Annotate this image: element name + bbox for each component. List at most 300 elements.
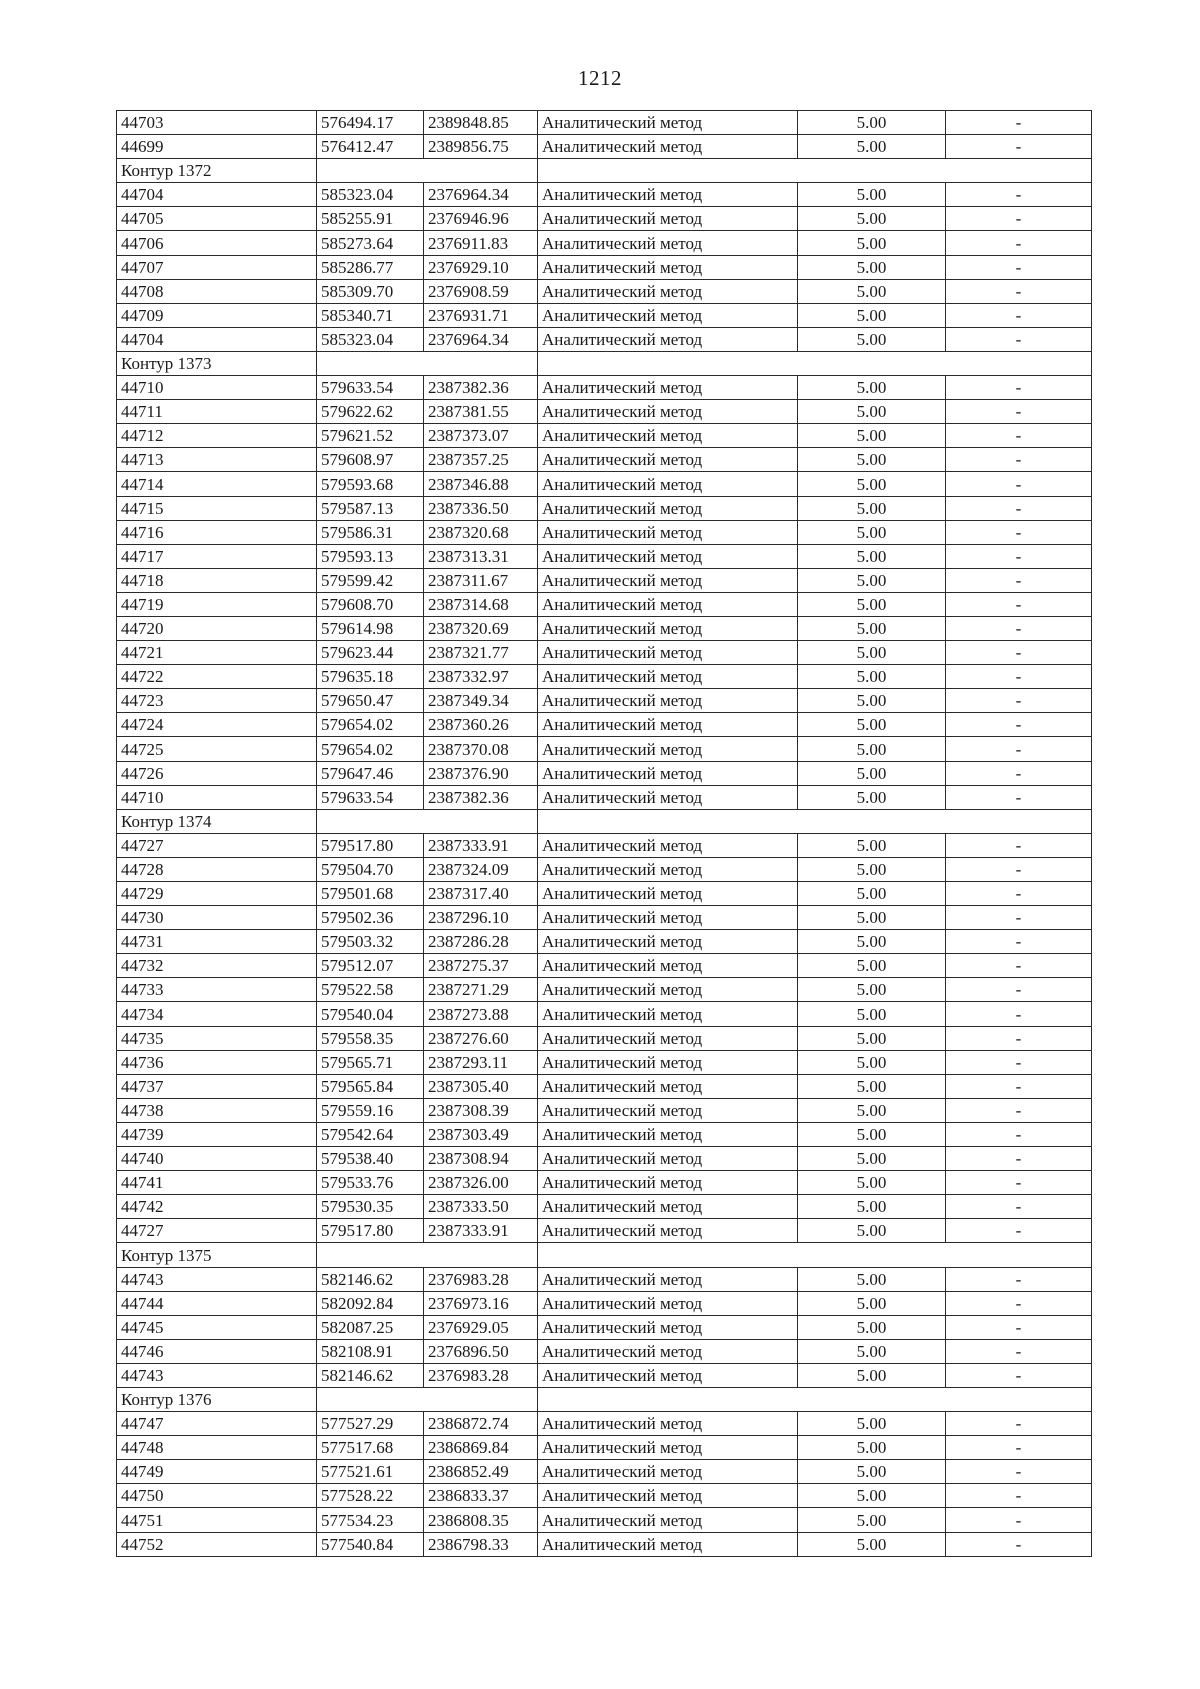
method-cell: Аналитический метод <box>538 857 798 881</box>
y-coordinate-cell: 2376911.83 <box>424 231 538 255</box>
x-coordinate-cell: 579635.18 <box>317 665 424 689</box>
point-id-cell: 44730 <box>117 906 317 930</box>
y-coordinate-cell: 2376946.96 <box>424 207 538 231</box>
point-id-cell: 44711 <box>117 400 317 424</box>
description-cell: - <box>946 930 1092 954</box>
point-id-cell: 44717 <box>117 544 317 568</box>
x-coordinate-cell: 579608.70 <box>317 592 424 616</box>
x-coordinate-cell: 579501.68 <box>317 882 424 906</box>
point-id-cell: 44740 <box>117 1147 317 1171</box>
y-coordinate-cell: 2387382.36 <box>424 785 538 809</box>
empty-cell <box>317 1387 538 1411</box>
method-cell: Аналитический метод <box>538 833 798 857</box>
method-cell: Аналитический метод <box>538 1267 798 1291</box>
table-row <box>117 544 1092 568</box>
table-row <box>117 857 1092 881</box>
error-cell: 5.00 <box>798 737 946 761</box>
error-cell: 5.00 <box>798 1074 946 1098</box>
description-cell: - <box>946 1219 1092 1243</box>
point-id-cell: 44706 <box>117 231 317 255</box>
x-coordinate-cell: 579538.40 <box>317 1147 424 1171</box>
error-cell: 5.00 <box>798 1484 946 1508</box>
description-cell: - <box>946 376 1092 400</box>
table-row <box>117 689 1092 713</box>
point-id-cell: 44714 <box>117 472 317 496</box>
x-coordinate-cell: 582146.62 <box>317 1363 424 1387</box>
y-coordinate-cell: 2387276.60 <box>424 1026 538 1050</box>
table-row <box>117 303 1092 327</box>
y-coordinate-cell: 2387275.37 <box>424 954 538 978</box>
empty-cell <box>538 159 1092 183</box>
table-row <box>117 1291 1092 1315</box>
y-coordinate-cell: 2376983.28 <box>424 1363 538 1387</box>
error-cell: 5.00 <box>798 207 946 231</box>
contour-label: Контур 1376 <box>117 1387 317 1411</box>
empty-cell <box>538 809 1092 833</box>
description-cell: - <box>946 1267 1092 1291</box>
x-coordinate-cell: 579502.36 <box>317 906 424 930</box>
table-row <box>117 135 1092 159</box>
x-coordinate-cell: 579633.54 <box>317 785 424 809</box>
description-cell: - <box>946 737 1092 761</box>
x-coordinate-cell: 576494.17 <box>317 111 424 135</box>
y-coordinate-cell: 2387308.94 <box>424 1147 538 1171</box>
table-row <box>117 1484 1092 1508</box>
method-cell: Аналитический метод <box>538 1460 798 1484</box>
x-coordinate-cell: 577521.61 <box>317 1460 424 1484</box>
table-row <box>117 761 1092 785</box>
y-coordinate-cell: 2387317.40 <box>424 882 538 906</box>
method-cell: Аналитический метод <box>538 1122 798 1146</box>
table-row <box>117 1339 1092 1363</box>
description-cell: - <box>946 1291 1092 1315</box>
description-cell: - <box>946 520 1092 544</box>
method-cell: Аналитический метод <box>538 472 798 496</box>
point-id-cell: 44747 <box>117 1412 317 1436</box>
point-id-cell: 44716 <box>117 520 317 544</box>
method-cell: Аналитический метод <box>538 713 798 737</box>
y-coordinate-cell: 2386798.33 <box>424 1532 538 1556</box>
x-coordinate-cell: 585309.70 <box>317 279 424 303</box>
x-coordinate-cell: 585323.04 <box>317 327 424 351</box>
method-cell: Аналитический метод <box>538 496 798 520</box>
error-cell: 5.00 <box>798 496 946 520</box>
y-coordinate-cell: 2387314.68 <box>424 592 538 616</box>
y-coordinate-cell: 2387313.31 <box>424 544 538 568</box>
method-cell: Аналитический метод <box>538 231 798 255</box>
x-coordinate-cell: 577517.68 <box>317 1436 424 1460</box>
x-coordinate-cell: 576412.47 <box>317 135 424 159</box>
method-cell: Аналитический метод <box>538 1074 798 1098</box>
description-cell: - <box>946 689 1092 713</box>
x-coordinate-cell: 585273.64 <box>317 231 424 255</box>
x-coordinate-cell: 579586.31 <box>317 520 424 544</box>
method-cell: Аналитический метод <box>538 641 798 665</box>
error-cell: 5.00 <box>798 568 946 592</box>
error-cell: 5.00 <box>798 665 946 689</box>
point-id-cell: 44733 <box>117 978 317 1002</box>
x-coordinate-cell: 579517.80 <box>317 833 424 857</box>
table-row <box>117 231 1092 255</box>
x-coordinate-cell: 585286.77 <box>317 255 424 279</box>
description-cell: - <box>946 472 1092 496</box>
method-cell: Аналитический метод <box>538 954 798 978</box>
method-cell: Аналитический метод <box>538 761 798 785</box>
y-coordinate-cell: 2387373.07 <box>424 424 538 448</box>
description-cell: - <box>946 400 1092 424</box>
y-coordinate-cell: 2387357.25 <box>424 448 538 472</box>
table-row <box>117 1436 1092 1460</box>
description-cell: - <box>946 207 1092 231</box>
method-cell: Аналитический метод <box>538 448 798 472</box>
error-cell: 5.00 <box>798 761 946 785</box>
x-coordinate-cell: 579558.35 <box>317 1026 424 1050</box>
error-cell: 5.00 <box>798 472 946 496</box>
x-coordinate-cell: 577534.23 <box>317 1508 424 1532</box>
error-cell: 5.00 <box>798 400 946 424</box>
table-row <box>117 1460 1092 1484</box>
coordinates-table <box>116 110 1092 1557</box>
table-row <box>117 1171 1092 1195</box>
method-cell: Аналитический метод <box>538 906 798 930</box>
empty-cell <box>538 1243 1092 1267</box>
y-coordinate-cell: 2387305.40 <box>424 1074 538 1098</box>
table-row <box>117 1315 1092 1339</box>
method-cell: Аналитический метод <box>538 135 798 159</box>
x-coordinate-cell: 579593.13 <box>317 544 424 568</box>
table-row <box>117 1508 1092 1532</box>
method-cell: Аналитический метод <box>538 978 798 1002</box>
description-cell: - <box>946 616 1092 640</box>
error-cell: 5.00 <box>798 327 946 351</box>
method-cell: Аналитический метод <box>538 279 798 303</box>
y-coordinate-cell: 2387333.91 <box>424 1219 538 1243</box>
error-cell: 5.00 <box>798 448 946 472</box>
error-cell: 5.00 <box>798 592 946 616</box>
contour-header-row <box>117 159 1092 183</box>
method-cell: Аналитический метод <box>538 1098 798 1122</box>
x-coordinate-cell: 579565.84 <box>317 1074 424 1098</box>
x-coordinate-cell: 579614.98 <box>317 616 424 640</box>
table-row <box>117 111 1092 135</box>
y-coordinate-cell: 2387336.50 <box>424 496 538 520</box>
table-row <box>117 568 1092 592</box>
table-row <box>117 785 1092 809</box>
table-row <box>117 255 1092 279</box>
method-cell: Аналитический метод <box>538 544 798 568</box>
description-cell: - <box>946 424 1092 448</box>
error-cell: 5.00 <box>798 978 946 1002</box>
description-cell: - <box>946 1460 1092 1484</box>
error-cell: 5.00 <box>798 279 946 303</box>
point-id-cell: 44712 <box>117 424 317 448</box>
x-coordinate-cell: 579542.64 <box>317 1122 424 1146</box>
y-coordinate-cell: 2387308.39 <box>424 1098 538 1122</box>
point-id-cell: 44718 <box>117 568 317 592</box>
point-id-cell: 44709 <box>117 303 317 327</box>
method-cell: Аналитический метод <box>538 1147 798 1171</box>
description-cell: - <box>946 135 1092 159</box>
method-cell: Аналитический метод <box>538 520 798 544</box>
table-row <box>117 1026 1092 1050</box>
x-coordinate-cell: 579599.42 <box>317 568 424 592</box>
y-coordinate-cell: 2387326.00 <box>424 1171 538 1195</box>
error-cell: 5.00 <box>798 906 946 930</box>
y-coordinate-cell: 2387273.88 <box>424 1002 538 1026</box>
point-id-cell: 44710 <box>117 376 317 400</box>
point-id-cell: 44713 <box>117 448 317 472</box>
description-cell: - <box>946 183 1092 207</box>
description-cell: - <box>946 111 1092 135</box>
y-coordinate-cell: 2376931.71 <box>424 303 538 327</box>
x-coordinate-cell: 579587.13 <box>317 496 424 520</box>
table-row <box>117 1363 1092 1387</box>
y-coordinate-cell: 2376896.50 <box>424 1339 538 1363</box>
description-cell: - <box>946 1315 1092 1339</box>
method-cell: Аналитический метод <box>538 424 798 448</box>
y-coordinate-cell: 2376929.05 <box>424 1315 538 1339</box>
error-cell: 5.00 <box>798 1436 946 1460</box>
point-id-cell: 44722 <box>117 665 317 689</box>
error-cell: 5.00 <box>798 930 946 954</box>
page-number: 1212 <box>578 66 622 90</box>
x-coordinate-cell: 585340.71 <box>317 303 424 327</box>
y-coordinate-cell: 2387382.36 <box>424 376 538 400</box>
point-id-cell: 44719 <box>117 592 317 616</box>
table-row <box>117 882 1092 906</box>
point-id-cell: 44705 <box>117 207 317 231</box>
method-cell: Аналитический метод <box>538 665 798 689</box>
contour-header-row <box>117 1387 1092 1411</box>
x-coordinate-cell: 579540.04 <box>317 1002 424 1026</box>
error-cell: 5.00 <box>798 111 946 135</box>
table-row <box>117 737 1092 761</box>
method-cell: Аналитический метод <box>538 1291 798 1315</box>
method-cell: Аналитический метод <box>538 183 798 207</box>
point-id-cell: 44735 <box>117 1026 317 1050</box>
point-id-cell: 44728 <box>117 857 317 881</box>
table-row <box>117 665 1092 689</box>
error-cell: 5.00 <box>798 1267 946 1291</box>
table-row <box>117 472 1092 496</box>
x-coordinate-cell: 577527.29 <box>317 1412 424 1436</box>
description-cell: - <box>946 761 1092 785</box>
description-cell: - <box>946 665 1092 689</box>
x-coordinate-cell: 579517.80 <box>317 1219 424 1243</box>
method-cell: Аналитический метод <box>538 111 798 135</box>
method-cell: Аналитический метод <box>538 1219 798 1243</box>
error-cell: 5.00 <box>798 1532 946 1556</box>
y-coordinate-cell: 2387381.55 <box>424 400 538 424</box>
method-cell: Аналитический метод <box>538 1484 798 1508</box>
point-id-cell: 44704 <box>117 183 317 207</box>
method-cell: Аналитический метод <box>538 327 798 351</box>
point-id-cell: 44727 <box>117 833 317 857</box>
description-cell: - <box>946 1363 1092 1387</box>
x-coordinate-cell: 582087.25 <box>317 1315 424 1339</box>
description-cell: - <box>946 978 1092 1002</box>
x-coordinate-cell: 579608.97 <box>317 448 424 472</box>
table-row <box>117 616 1092 640</box>
error-cell: 5.00 <box>798 882 946 906</box>
table-row <box>117 954 1092 978</box>
table-row <box>117 424 1092 448</box>
description-cell: - <box>946 1098 1092 1122</box>
contour-label: Контур 1373 <box>117 351 317 375</box>
point-id-cell: 44734 <box>117 1002 317 1026</box>
method-cell: Аналитический метод <box>538 1339 798 1363</box>
point-id-cell: 44746 <box>117 1339 317 1363</box>
description-cell: - <box>946 713 1092 737</box>
contour-header-row <box>117 809 1092 833</box>
method-cell: Аналитический метод <box>538 1412 798 1436</box>
error-cell: 5.00 <box>798 1219 946 1243</box>
contour-label: Контур 1375 <box>117 1243 317 1267</box>
description-cell: - <box>946 1339 1092 1363</box>
x-coordinate-cell: 579503.32 <box>317 930 424 954</box>
table-row <box>117 906 1092 930</box>
y-coordinate-cell: 2376964.34 <box>424 183 538 207</box>
description-cell: - <box>946 1171 1092 1195</box>
error-cell: 5.00 <box>798 135 946 159</box>
x-coordinate-cell: 582146.62 <box>317 1267 424 1291</box>
empty-cell <box>538 1387 1092 1411</box>
table-row <box>117 1050 1092 1074</box>
y-coordinate-cell: 2387293.11 <box>424 1050 538 1074</box>
error-cell: 5.00 <box>798 616 946 640</box>
y-coordinate-cell: 2387320.68 <box>424 520 538 544</box>
description-cell: - <box>946 785 1092 809</box>
error-cell: 5.00 <box>798 1147 946 1171</box>
error-cell: 5.00 <box>798 544 946 568</box>
method-cell: Аналитический метод <box>538 255 798 279</box>
error-cell: 5.00 <box>798 641 946 665</box>
y-coordinate-cell: 2376929.10 <box>424 255 538 279</box>
x-coordinate-cell: 579533.76 <box>317 1171 424 1195</box>
point-id-cell: 44742 <box>117 1195 317 1219</box>
description-cell: - <box>946 1050 1092 1074</box>
point-id-cell: 44752 <box>117 1532 317 1556</box>
y-coordinate-cell: 2376964.34 <box>424 327 538 351</box>
x-coordinate-cell: 577528.22 <box>317 1484 424 1508</box>
point-id-cell: 44724 <box>117 713 317 737</box>
point-id-cell: 44750 <box>117 1484 317 1508</box>
method-cell: Аналитический метод <box>538 592 798 616</box>
table-row <box>117 448 1092 472</box>
table-row <box>117 1219 1092 1243</box>
method-cell: Аналитический метод <box>538 376 798 400</box>
point-id-cell: 44731 <box>117 930 317 954</box>
point-id-cell: 44737 <box>117 1074 317 1098</box>
error-cell: 5.00 <box>798 785 946 809</box>
description-cell: - <box>946 1508 1092 1532</box>
error-cell: 5.00 <box>798 1171 946 1195</box>
error-cell: 5.00 <box>798 1363 946 1387</box>
table-row <box>117 1412 1092 1436</box>
table-row <box>117 1002 1092 1026</box>
y-coordinate-cell: 2387286.28 <box>424 930 538 954</box>
description-cell: - <box>946 231 1092 255</box>
y-coordinate-cell: 2387271.29 <box>424 978 538 1002</box>
error-cell: 5.00 <box>798 1315 946 1339</box>
point-id-cell: 44715 <box>117 496 317 520</box>
table-row <box>117 1147 1092 1171</box>
x-coordinate-cell: 582092.84 <box>317 1291 424 1315</box>
error-cell: 5.00 <box>798 1026 946 1050</box>
method-cell: Аналитический метод <box>538 930 798 954</box>
description-cell: - <box>946 1002 1092 1026</box>
contour-label: Контур 1372 <box>117 159 317 183</box>
y-coordinate-cell: 2387370.08 <box>424 737 538 761</box>
error-cell: 5.00 <box>798 857 946 881</box>
error-cell: 5.00 <box>798 1122 946 1146</box>
table-row <box>117 1122 1092 1146</box>
method-cell: Аналитический метод <box>538 1050 798 1074</box>
y-coordinate-cell: 2387324.09 <box>424 857 538 881</box>
table-row <box>117 327 1092 351</box>
error-cell: 5.00 <box>798 833 946 857</box>
y-coordinate-cell: 2387333.50 <box>424 1195 538 1219</box>
method-cell: Аналитический метод <box>538 785 798 809</box>
error-cell: 5.00 <box>798 689 946 713</box>
y-coordinate-cell: 2387303.49 <box>424 1122 538 1146</box>
point-id-cell: 44743 <box>117 1267 317 1291</box>
method-cell: Аналитический метод <box>538 568 798 592</box>
method-cell: Аналитический метод <box>538 1436 798 1460</box>
y-coordinate-cell: 2387332.97 <box>424 665 538 689</box>
error-cell: 5.00 <box>798 303 946 327</box>
description-cell: - <box>946 954 1092 978</box>
method-cell: Аналитический метод <box>538 303 798 327</box>
y-coordinate-cell: 2376983.28 <box>424 1267 538 1291</box>
point-id-cell: 44749 <box>117 1460 317 1484</box>
point-id-cell: 44738 <box>117 1098 317 1122</box>
empty-cell <box>317 1243 538 1267</box>
x-coordinate-cell: 585255.91 <box>317 207 424 231</box>
contour-header-row <box>117 1243 1092 1267</box>
contour-header-row <box>117 351 1092 375</box>
description-cell: - <box>946 303 1092 327</box>
error-cell: 5.00 <box>798 1339 946 1363</box>
method-cell: Аналитический метод <box>538 689 798 713</box>
point-id-cell: 44736 <box>117 1050 317 1074</box>
table-row <box>117 978 1092 1002</box>
x-coordinate-cell: 579633.54 <box>317 376 424 400</box>
point-id-cell: 44727 <box>117 1219 317 1243</box>
y-coordinate-cell: 2376908.59 <box>424 279 538 303</box>
table-row <box>117 496 1092 520</box>
x-coordinate-cell: 585323.04 <box>317 183 424 207</box>
point-id-cell: 44708 <box>117 279 317 303</box>
x-coordinate-cell: 579565.71 <box>317 1050 424 1074</box>
error-cell: 5.00 <box>798 1098 946 1122</box>
description-cell: - <box>946 1195 1092 1219</box>
error-cell: 5.00 <box>798 1291 946 1315</box>
point-id-cell: 44739 <box>117 1122 317 1146</box>
method-cell: Аналитический метод <box>538 1532 798 1556</box>
point-id-cell: 44751 <box>117 1508 317 1532</box>
point-id-cell: 44732 <box>117 954 317 978</box>
description-cell: - <box>946 327 1092 351</box>
y-coordinate-cell: 2389856.75 <box>424 135 538 159</box>
description-cell: - <box>946 568 1092 592</box>
description-cell: - <box>946 906 1092 930</box>
description-cell: - <box>946 255 1092 279</box>
y-coordinate-cell: 2387311.67 <box>424 568 538 592</box>
point-id-cell: 44726 <box>117 761 317 785</box>
y-coordinate-cell: 2386808.35 <box>424 1508 538 1532</box>
y-coordinate-cell: 2387376.90 <box>424 761 538 785</box>
